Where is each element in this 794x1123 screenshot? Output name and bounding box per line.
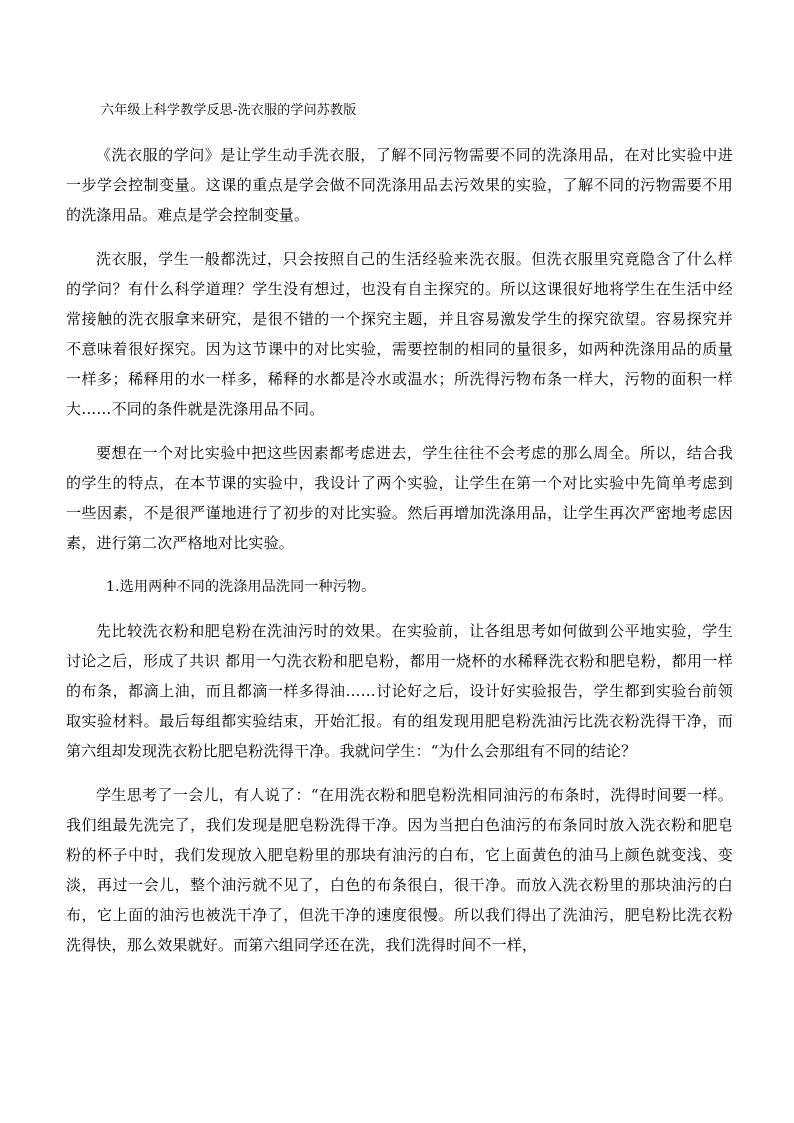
paragraph-background: 洗衣服，学生一般都洗过，只会按照自己的生活经验来洗衣服。但洗衣服里究竟隐含了什么样的学问？有什么科学道理？学生没有想过，也没有自主探究的。所以这课很好地将学生在生活中经常接触的洗衣服拿来研究，是很不错的一个探究主题，并且容易激发学生的探究欲望。容易探究并不意味着很好探究。因为这节课中的对比实验，需要控制的相同的量很多，如两种洗涤用品的质量一样多；稀释用的水一样多，稀释的水都是冷水或温水；所洗得污物布条一样大，污物的面积一样大……不同的条件就是洗涤用品不同。 [66,250,733,418]
paragraph-intro: 《洗衣服的学问》是让学生动手洗衣服，了解不同污物需要不同的洗涤用品，在对比实验中进一步学会控制变量。这课的重点是学会做不同洗涤用品去污效果的实验，了解不同的污物需要不用的洗涤用品。难点是学会控制变量。 [66,146,733,224]
document-body [66,96,733,974]
document-title: 六年级上科学教学反思-洗衣服的学问苏教版 [101,103,357,118]
paragraph-student-answer: 学生思考了一会儿，有人说了：“在用洗衣粉和肥皂粉洗相同油污的布条时，洗得时间要一样。我们组最先洗完了，我们发现是肥皂粉洗得干净。因为当把白色油污的布条同时放入洗衣粉和肥皂粉的杯子中时，我们发现放入肥皂粉里的那块有油污的白布，它上面黄色的油马上颜色就变浅、变淡，再过一会儿，整个油污就不见了，白色的布条很白，很干净。而放入洗衣粉里的那块油污的白布，它上面的油污也被洗干净了，但洗干净的速度很慢。所以我们得出了洗油污，肥皂粉比洗衣粉洗得快，那么效果就好。而第六组同学还在洗，我们洗得时间不一样， [66,786,733,954]
list-item-1: 1.选用两种不同的洗涤用品洗同一种污物。 [106,579,376,595]
paragraph-design: 要想在一个对比实验中把这些因素都考虑进去，学生往往不会考虑的那么周全。所以，结合我的学生的特点，在本节课的实验中，我设计了两个实验，让学生在第一个对比实验中先简单考虑到一些因素，不是很严谨地进行了初步的对比实验。然后再增加洗涤用品，让学生再次严密地考虑因素，进行第二次严格地对比实验。 [66,444,733,552]
paragraph-experiment: 先比较洗衣粉和肥皂粉在洗油污时的效果。在实验前，让各组思考如何做到公平地实验，学生讨论之后，形成了共识 都用一勺洗衣粉和肥皂粉，都用一烧杯的水稀释洗衣粉和肥皂粉，都用一样的布条，都滴上油，而且都滴一样多得油……讨论好之后，设计好实验报告，学生都到实验台前领取实验材料。最后每组都实验结束，开始汇报。有的组发现用肥皂粉洗油污比洗衣粉洗得干净，而第六组却发现洗衣粉比肥皂粉洗得干净。我就问学生：“为什么会那组有不同的结论？ [66,622,733,760]
